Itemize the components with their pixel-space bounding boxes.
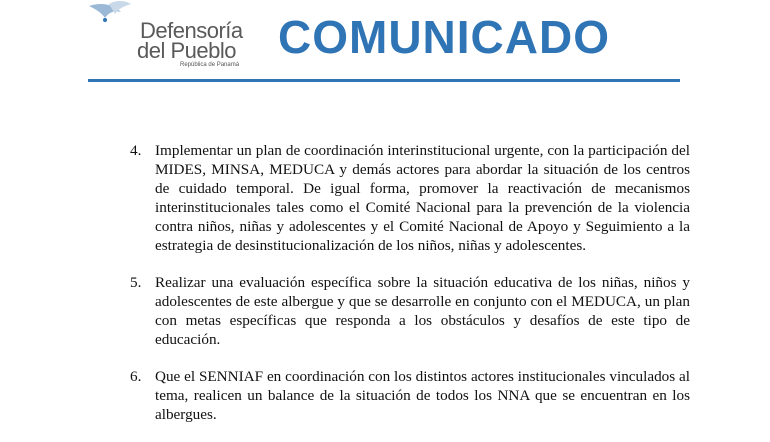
page-title: COMUNICADO xyxy=(278,11,610,63)
list-item-number: 4. xyxy=(130,142,142,159)
list-item xyxy=(130,367,690,424)
document-header xyxy=(0,0,770,80)
list-item-number: 5. xyxy=(130,274,142,291)
header-divider xyxy=(88,79,680,82)
org-subtitle: República de Panamá xyxy=(180,62,240,68)
list-item-text: Que el SENNIAF en coordinación con los distintos actores institucionales vinculados al tema, realicen un balance de la situación de todos los NNA que se encuentran en los albergues. xyxy=(155,368,690,423)
list-item-text: Implementar un plan de coordinación interinstitucional urgente, con la participación del MIDES, MINSA, MEDUCA y demás actores para abordar la situación de los centros de cuidado temporal. De igual forma, promover la reactivación de mecanismos interinstitucionales tales como el Comité Nacional para la prevención de la violencia contra niños, niñas y adolescentes y el Comité Nacional de Apoyo y Seguimiento a la estrategia de desinstitucionalización de los niños, niñas y adolescentes. xyxy=(155,142,690,254)
recommendation-list xyxy=(130,141,690,442)
list-item-text: Realizar una evaluación específica sobre la situación educativa de los niñas, niños y adolescentes de este albergue y que se desarrolle en conjunto con el MEDUCA, un plan con metas específicas que responda a los obstáculos y desafíos de este tipo de educación. xyxy=(155,274,690,348)
defensoria-logo xyxy=(85,0,265,78)
list-item xyxy=(130,273,690,349)
org-name-line2: del Pueblo xyxy=(137,38,236,63)
list-item-number: 6. xyxy=(130,368,142,385)
list-item xyxy=(130,141,690,255)
dove-logo-icon xyxy=(85,0,145,30)
org-name-line1: Defensoría xyxy=(140,18,243,43)
